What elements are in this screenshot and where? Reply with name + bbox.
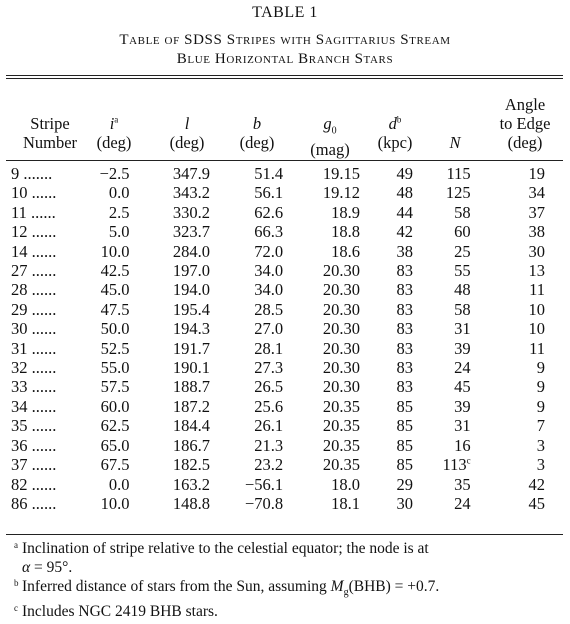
cell-b: 26.5 <box>254 377 284 397</box>
cell-angle: 30 <box>528 241 545 261</box>
cell-angle: 19 <box>528 164 545 183</box>
table-row <box>6 261 563 280</box>
cell-angle: 34 <box>528 183 545 203</box>
note-a: a Inclination of stripe relative to the celestial equator; the node is at α = 95°. <box>14 540 429 576</box>
cell-i: 0.0 <box>108 183 130 203</box>
table-number: TABLE 1 <box>252 4 318 21</box>
cell-angle: 38 <box>528 222 545 242</box>
cell-g0: 20.30 <box>322 319 360 339</box>
cell-i: 42.5 <box>100 261 130 281</box>
cell-l: 182.5 <box>172 455 210 475</box>
cell-n: 31 <box>454 416 471 436</box>
table-row <box>6 397 563 416</box>
cell-d: 83 <box>396 299 414 319</box>
cell-d: 83 <box>396 338 414 358</box>
cell-angle: 42 <box>528 474 545 494</box>
cell-angle: 11 <box>529 338 545 358</box>
table-row <box>6 203 563 222</box>
cell-angle: 9 <box>536 396 545 416</box>
cell-i: 52.5 <box>100 338 130 358</box>
note-a-line2: α = 95°. <box>22 559 73 576</box>
cell-n: 55 <box>454 261 471 281</box>
cell-b: 51.4 <box>254 164 284 183</box>
cell-b: 28.5 <box>254 299 284 319</box>
table-row <box>6 339 563 358</box>
cell-g0: 20.30 <box>322 338 360 358</box>
cell-b: −56.1 <box>244 474 284 494</box>
cell-n: 24 <box>454 493 471 513</box>
cell-n: 48 <box>454 280 471 300</box>
cell-angle: 45 <box>528 493 545 513</box>
table-row <box>6 164 563 183</box>
cell-stripe: 28 ...... <box>11 280 57 300</box>
cell-l: 343.2 <box>172 183 210 203</box>
cell-l: 163.2 <box>172 474 210 494</box>
cell-b: 26.1 <box>254 416 284 436</box>
cell-l: 197.0 <box>172 261 210 281</box>
cell-stripe: 86 ...... <box>11 493 57 513</box>
cell-angle: 9 <box>536 358 545 378</box>
cell-n: 24 <box>454 358 471 378</box>
cell-stripe: 33 ...... <box>11 377 57 397</box>
cell-i: 10.0 <box>100 241 130 261</box>
stripes-table <box>6 164 563 513</box>
cell-g0: 20.30 <box>322 358 360 378</box>
table-row <box>6 183 563 202</box>
cell-n: 31 <box>454 319 471 339</box>
header-i: $i^a$ (deg) <box>96 114 132 152</box>
cell-i: 62.5 <box>100 416 130 436</box>
table-row <box>6 455 563 474</box>
header-g0: $g_0$ (mag) <box>310 114 350 160</box>
table-row <box>6 358 563 377</box>
cell-b: 21.3 <box>254 435 284 455</box>
cell-angle: 3 <box>536 455 545 475</box>
cell-n: 125 <box>445 183 471 203</box>
top-rule-double <box>6 78 563 79</box>
cell-n: 113$^c$ <box>442 455 471 475</box>
cell-n: 16 <box>454 435 471 455</box>
cell-stripe: 11 ...... <box>11 202 56 222</box>
cell-angle: 7 <box>536 416 545 436</box>
table-caption-line2: Blue Horizontal Branch Stars <box>176 51 394 67</box>
cell-d: 44 <box>396 202 414 222</box>
cell-b: 34.0 <box>254 261 284 281</box>
cell-angle: 13 <box>528 261 545 281</box>
cell-angle: 10 <box>528 299 545 319</box>
cell-d: 83 <box>396 358 414 378</box>
cell-g0: 20.30 <box>322 261 360 281</box>
cell-b: 66.3 <box>254 222 284 242</box>
cell-l: 184.4 <box>172 416 210 436</box>
cell-angle: 9 <box>536 377 545 397</box>
cell-l: 190.1 <box>172 358 210 378</box>
table-row <box>6 280 563 299</box>
cell-l: 186.7 <box>172 435 210 455</box>
cell-i: 57.5 <box>100 377 130 397</box>
table-row <box>6 494 563 513</box>
cell-l: 191.7 <box>172 338 210 358</box>
cell-n: 58 <box>454 299 471 319</box>
cell-n: 39 <box>454 396 471 416</box>
cell-l: 284.0 <box>172 241 210 261</box>
cell-i: 67.5 <box>100 455 130 475</box>
cell-n: 45 <box>454 377 471 397</box>
cell-l: 188.7 <box>172 377 210 397</box>
cell-g0: 20.35 <box>322 416 360 436</box>
cell-d: 85 <box>396 435 414 455</box>
cell-n: 35 <box>454 474 471 494</box>
header-rule <box>6 160 563 161</box>
note-c: c Includes NGC 2419 BHB stars. <box>14 603 218 621</box>
cell-d: 29 <box>396 474 414 494</box>
cell-stripe: 36 ...... <box>11 435 57 455</box>
cell-d: 38 <box>396 241 414 261</box>
cell-i: 2.5 <box>108 202 130 222</box>
cell-g0: 19.15 <box>322 164 360 183</box>
cell-stripe: 32 ...... <box>11 358 57 378</box>
cell-g0: 20.35 <box>322 435 360 455</box>
top-rule <box>6 75 563 76</box>
cell-b: 62.6 <box>254 202 284 222</box>
cell-angle: 10 <box>528 319 545 339</box>
cell-angle: 37 <box>528 202 545 222</box>
cell-stripe: 82 ...... <box>11 474 57 494</box>
cell-stripe: 37 ...... <box>11 455 57 475</box>
cell-d: 42 <box>396 222 414 242</box>
cell-n: 25 <box>454 241 471 261</box>
header-l: l (deg) <box>169 114 205 152</box>
table-row <box>6 300 563 319</box>
bottom-rule <box>6 534 563 535</box>
cell-n: 39 <box>454 338 471 358</box>
header-d: $d^b$ (kpc) <box>377 114 413 152</box>
table-row <box>6 319 563 338</box>
cell-b: 34.0 <box>254 280 284 300</box>
cell-g0: 20.35 <box>322 396 360 416</box>
cell-stripe: 29 ...... <box>11 299 57 319</box>
cell-g0: 20.30 <box>322 280 360 300</box>
header-stripe-number: Stripe Number <box>22 114 78 152</box>
cell-i: 45.0 <box>100 280 130 300</box>
cell-n: 60 <box>454 222 471 242</box>
cell-l: 195.4 <box>172 299 210 319</box>
note-b: b Inferred distance of stars from the Sun, assuming $M_g(BHB) = +0.7$. <box>14 578 440 599</box>
table-caption-line1: Table of SDSS Stripes with Sagittarius Stream <box>119 32 451 48</box>
cell-b: 25.6 <box>254 396 284 416</box>
cell-i: 60.0 <box>100 396 130 416</box>
cell-n: 115 <box>446 164 471 183</box>
cell-b: 56.1 <box>254 183 284 203</box>
cell-i: 55.0 <box>100 358 130 378</box>
header-angle-to-edge: Angle to Edge (deg) <box>499 95 551 152</box>
cell-b: 27.3 <box>254 358 284 378</box>
cell-b: 28.1 <box>254 338 284 358</box>
cell-i: 0.0 <box>108 474 130 494</box>
cell-g0: 18.0 <box>331 474 360 494</box>
cell-angle: 3 <box>536 435 545 455</box>
header-b: b (deg) <box>239 114 275 152</box>
cell-g0: 18.9 <box>331 202 360 222</box>
cell-d: 83 <box>396 319 414 339</box>
cell-l: 194.3 <box>172 319 210 339</box>
cell-d: 48 <box>396 183 414 203</box>
cell-b: 72.0 <box>254 241 284 261</box>
cell-l: 347.9 <box>172 164 210 183</box>
table-row <box>6 222 563 241</box>
table-notes <box>12 539 564 621</box>
cell-l: 330.2 <box>172 202 210 222</box>
table-row <box>6 377 563 396</box>
cell-stripe: 31 ...... <box>11 338 57 358</box>
cell-b: −70.8 <box>244 493 284 513</box>
cell-stripe: 9 ....... <box>11 164 53 183</box>
table-row <box>6 475 563 494</box>
cell-g0: 20.30 <box>322 299 360 319</box>
cell-l: 323.7 <box>172 222 210 242</box>
cell-stripe: 14 ...... <box>11 241 57 261</box>
cell-g0: 20.30 <box>322 377 360 397</box>
cell-l: 194.0 <box>172 280 210 300</box>
cell-i: −2.5 <box>99 164 130 183</box>
cell-l: 187.2 <box>172 396 210 416</box>
cell-d: 85 <box>396 455 414 475</box>
cell-d: 30 <box>396 493 414 513</box>
table-row <box>6 416 563 435</box>
cell-d: 85 <box>396 396 414 416</box>
cell-n: 58 <box>454 202 471 222</box>
cell-g0: 18.6 <box>331 241 360 261</box>
cell-stripe: 30 ...... <box>11 319 57 339</box>
table-row <box>6 242 563 261</box>
cell-g0: 18.8 <box>331 222 360 242</box>
cell-d: 83 <box>396 261 414 281</box>
cell-b: 27.0 <box>254 319 284 339</box>
cell-i: 50.0 <box>100 319 130 339</box>
cell-i: 47.5 <box>100 299 130 319</box>
cell-i: 65.0 <box>100 435 130 455</box>
cell-stripe: 12 ...... <box>11 222 57 242</box>
cell-d: 85 <box>396 416 414 436</box>
cell-stripe: 10 ...... <box>11 183 57 203</box>
cell-g0: 18.1 <box>331 493 360 513</box>
cell-stripe: 35 ...... <box>11 416 57 436</box>
footnote-mark: c <box>466 455 471 466</box>
cell-i: 5.0 <box>108 222 130 242</box>
table-row <box>6 436 563 455</box>
cell-stripe: 34 ...... <box>11 396 57 416</box>
cell-d: 83 <box>396 377 414 397</box>
cell-stripe: 27 ...... <box>11 261 57 281</box>
cell-i: 10.0 <box>100 493 130 513</box>
cell-l: 148.8 <box>172 493 210 513</box>
cell-g0: 19.12 <box>322 183 360 203</box>
cell-d: 49 <box>396 164 414 183</box>
cell-d: 83 <box>396 280 414 300</box>
cell-b: 23.2 <box>254 455 284 475</box>
cell-g0: 20.35 <box>322 455 360 475</box>
header-n: N <box>449 133 461 152</box>
cell-angle: 11 <box>529 280 545 300</box>
